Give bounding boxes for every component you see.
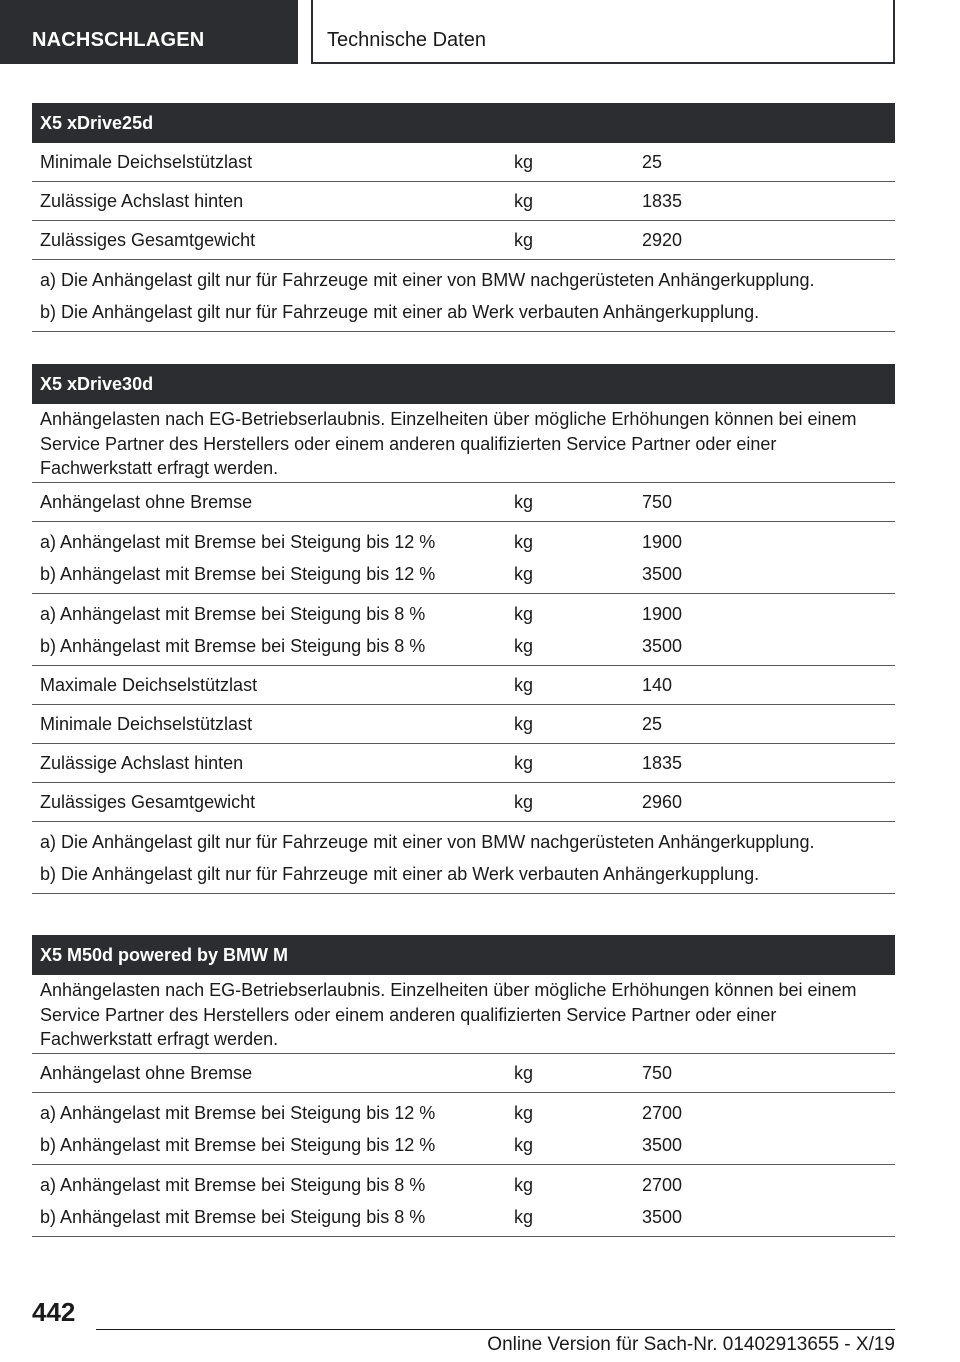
row-unit: kg [514, 1063, 534, 1083]
row-value: 2700 [642, 1175, 683, 1195]
row-unit: kg [514, 230, 534, 250]
row-value: 1835 [642, 753, 683, 773]
row-unit: kg [514, 753, 534, 773]
row-unit: kg [514, 714, 534, 734]
row-label: Anhängelast ohne Bremse [40, 1063, 253, 1083]
footnote-b: b) Die Anhängelast gilt nur für Fahrzeuge mit einer ab Werk verbauten Anhängerkupplung. [40, 302, 760, 322]
page-number: 442 [32, 1297, 76, 1327]
row-label: a) Anhängelast mit Bremse bei Steigung bis 8 % [40, 1175, 426, 1195]
table-row [32, 143, 895, 182]
table-row [32, 221, 895, 260]
row-label: b) Anhängelast mit Bremse bei Steigung bis 8 % [40, 1207, 426, 1227]
table-row [32, 666, 895, 705]
row-unit: kg [514, 1135, 534, 1155]
intro-text [32, 404, 895, 483]
row-unit: kg [514, 792, 534, 812]
row-label: Maximale Deichselstützlast [40, 675, 258, 695]
section-title: Technische Daten [311, 0, 895, 64]
footer-divider [96, 1329, 895, 1330]
row-unit: kg [514, 1207, 534, 1227]
row-value: 2920 [642, 230, 683, 250]
row-label: a) Anhängelast mit Bremse bei Steigung bis 12 % [40, 1103, 436, 1123]
row-label: Zulässige Achslast hinten [40, 191, 244, 211]
row-value: 3500 [642, 1135, 683, 1155]
row-value: 1900 [642, 532, 683, 552]
row-value: 25 [642, 714, 663, 734]
table-row [32, 522, 895, 594]
table-row [32, 182, 895, 221]
table-row [32, 1093, 895, 1165]
row-label: a) Anhängelast mit Bremse bei Steigung bis 12 % [40, 532, 436, 552]
row-value: 750 [642, 492, 673, 512]
row-unit: kg [514, 636, 534, 656]
section-xdrive25d [32, 103, 895, 332]
table-row [32, 483, 895, 522]
table-row [32, 1165, 895, 1237]
row-value: 750 [642, 1063, 673, 1083]
footnotes [32, 822, 895, 894]
footnote-a: a) Die Anhängelast gilt nur für Fahrzeuge mit einer von BMW nachgerüsteten Anhängerkupplung. [40, 270, 815, 290]
row-value: 1900 [642, 604, 683, 624]
row-unit: kg [514, 152, 534, 172]
row-unit: kg [514, 675, 534, 695]
row-label: a) Anhängelast mit Bremse bei Steigung bis 8 % [40, 604, 426, 624]
row-value: 1835 [642, 191, 683, 211]
row-value: 3500 [642, 636, 683, 656]
row-label: Minimale Deichselstützlast [40, 152, 253, 172]
intro-text [32, 975, 895, 1054]
section-heading: X5 xDrive30d [32, 364, 895, 404]
row-label: b) Anhängelast mit Bremse bei Steigung bis 12 % [40, 564, 436, 584]
table-row [32, 594, 895, 666]
row-unit: kg [514, 1175, 534, 1195]
table-row [32, 705, 895, 744]
table-row [32, 744, 895, 783]
row-unit: kg [514, 564, 534, 584]
section-xdrive30d [32, 364, 895, 894]
row-value: 3500 [642, 1207, 683, 1227]
row-label: Minimale Deichselstützlast [40, 714, 253, 734]
row-unit: kg [514, 532, 534, 552]
row-value: 140 [642, 675, 673, 695]
intro-paragraph: Anhängelasten nach EG-Betriebserlaubnis. Einzelheiten über mögliche Erhöhungen können bei einem Service Partner des Herstellers oder einem anderen qualifizierten Service Partner oder einer Fachwerkstatt erfragt werden. [40, 980, 857, 1049]
intro-paragraph: Anhängelasten nach EG-Betriebserlaubnis. Einzelheiten über mögliche Erhöhungen können bei einem Service Partner des Herstellers oder einem anderen qualifizierten Service Partner oder einer Fachwerkstatt erfragt werden. [40, 409, 857, 478]
row-label: b) Anhängelast mit Bremse bei Steigung bis 8 % [40, 636, 426, 656]
row-value: 3500 [642, 564, 683, 584]
footnote-a: a) Die Anhängelast gilt nur für Fahrzeuge mit einer von BMW nachgerüsteten Anhängerkupplung. [40, 832, 815, 852]
row-unit: kg [514, 492, 534, 512]
row-unit: kg [514, 604, 534, 624]
table-row [32, 783, 895, 822]
footnotes [32, 260, 895, 332]
row-unit: kg [514, 191, 534, 211]
footer-version-text: Online Version für Sach-Nr. 01402913655 - X/19 [487, 1334, 895, 1355]
row-value: 2960 [642, 792, 683, 812]
section-heading: X5 xDrive25d [32, 103, 895, 143]
row-label: Anhängelast ohne Bremse [40, 492, 253, 512]
table-row [32, 1054, 895, 1093]
row-value: 2700 [642, 1103, 683, 1123]
row-label: b) Anhängelast mit Bremse bei Steigung bis 12 % [40, 1135, 436, 1155]
chapter-tab: NACHSCHLAGEN [0, 0, 298, 64]
row-unit: kg [514, 1103, 534, 1123]
section-heading: X5 M50d powered by BMW M [32, 935, 895, 975]
row-label: Zulässiges Gesamtgewicht [40, 792, 256, 812]
section-m50d [32, 935, 895, 1237]
footnote-b: b) Die Anhängelast gilt nur für Fahrzeuge mit einer ab Werk verbauten Anhängerkupplung. [40, 864, 760, 884]
row-label: Zulässiges Gesamtgewicht [40, 230, 256, 250]
row-value: 25 [642, 152, 663, 172]
row-label: Zulässige Achslast hinten [40, 753, 244, 773]
